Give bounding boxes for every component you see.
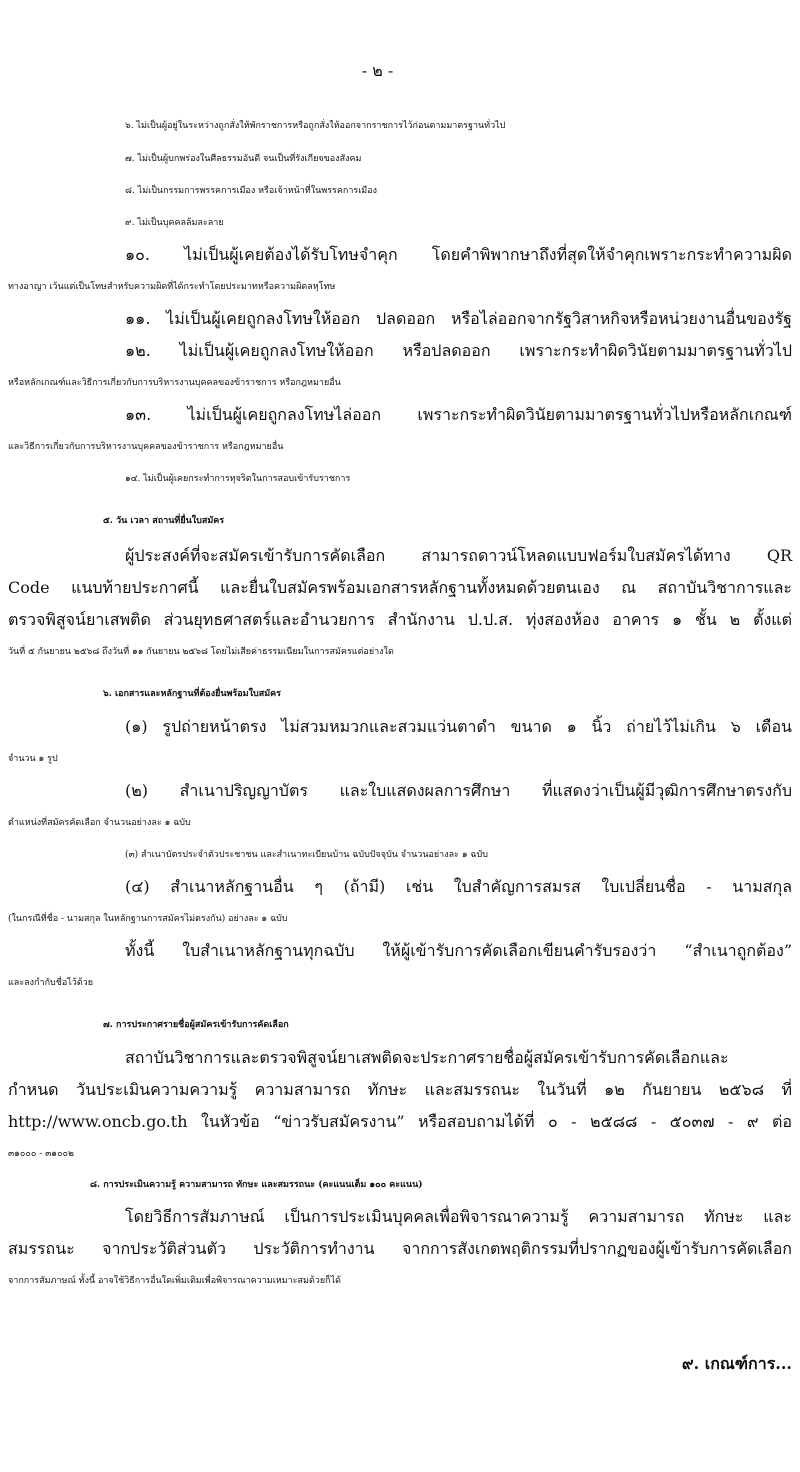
- section8-heading: ๘. การประเมินความรู้ ความสามารถ ทักษะ และสมรรถนะ (คะแนนเต็ม ๑๐๐ คะแนน): [90, 1180, 423, 1190]
- section6-note-line1: ทั้งนี้ ใบสำเนาหลักฐานทุกฉบับ ให้ผู้เข้ารับการคัดเลือกเขียนคำรับรองว่า “สำเนาถูกต้อง”: [125, 941, 792, 960]
- section5-line2: Code แนบท้ายประกาศนี้ และยื่นใบสมัครพร้อมเอกสารหลักฐานทั้งหมดด้วยตนเอง ณ สถาบันวิชาการและ: [8, 578, 792, 597]
- qualification-13-line2: และวิธีการเกี่ยวกับการบริหารงานบุคคลของข้าราชการ หรือกฎหมายอื่น: [8, 442, 284, 452]
- section5-line1: ผู้ประสงค์ที่จะสมัครเข้ารับการคัดเลือก สามารถดาวน์โหลดแบบฟอร์มใบสมัครได้ทาง QR: [125, 546, 792, 565]
- section6-item4-line2: (ในกรณีที่ชื่อ - นามสกุล ในหลักฐานการสมัครไม่ตรงกัน) อย่างละ ๑ ฉบับ: [8, 914, 288, 924]
- section8-line2: สมรรถนะ จากประวัติส่วนตัว ประวัติการทำงาน จากการสังเกตพฤติกรรมที่ปรากฏของผู้เข้ารับการคัดเลือก: [8, 1239, 792, 1258]
- section7-line3: http://www.oncb.go.th ในหัวข้อ “ข่าวรับสมัครงาน” หรือสอบถามได้ที่ ๐ - ๒๕๘๘ - ๕๐๓๗ - ๙ ต่อ: [8, 1112, 792, 1131]
- qualification-12-line2: หรือหลักเกณฑ์และวิธีการเกี่ยวกับการบริหารงานบุคคลของข้าราชการ หรือกฎหมายอื่น: [8, 378, 341, 388]
- section5-heading: ๕. วัน เวลา สถานที่ยื่นใบสมัคร: [103, 516, 225, 526]
- qualification-10-line1: ๑๐. ไม่เป็นผู้เคยต้องได้รับโทษจำคุก โดยคำพิพากษาถึงที่สุดให้จำคุกเพราะกระทำความผิด: [125, 245, 792, 264]
- qualification-10-line2: ทางอาญา เว้นแต่เป็นโทษสำหรับความผิดที่ได้กระทำโดยประมาทหรือความผิดลหุโทษ: [8, 282, 336, 292]
- section8-line3: จากการสัมภาษณ์ ทั้งนี้ อาจใช้วิธีการอื่นใดเพิ่มเติมเพื่อพิจารณาความเหมาะสมด้วยก็ได้: [8, 1276, 341, 1286]
- section7-line4: ๓๑๐๐๐ - ๓๑๐๐๒: [8, 1149, 74, 1159]
- qualification-9: ๙. ไม่เป็นบุคคลล้มละลาย: [125, 218, 224, 228]
- section6-item3: (๓) สำเนาบัตรประจำตัวประชาชน และสำเนาทะเบียนบ้าน ฉบับปัจจุบัน จำนวนอย่างละ ๑ ฉบับ: [125, 850, 488, 860]
- section5-line3: ตรวจพิสูจน์ยาเสพติด ส่วนยุทธศาสตร์และอำนวยการ สำนักงาน ป.ป.ส. ทุ่งสองห้อง อาคาร ๑ ชั้น ๒ ตั้งแต่: [8, 610, 792, 629]
- qualification-8: ๘. ไม่เป็นกรรมการพรรคการเมือง หรือเจ้าหน้าที่ในพรรคการเมือง: [125, 186, 378, 196]
- section7-heading: ๗. การประกาศรายชื่อผู้สมัครเข้ารับการคัดเลือก: [103, 1020, 289, 1030]
- section8-line1: โดยวิธีการสัมภาษณ์ เป็นการประเมินบุคคลเพื่อพิจารณาความรู้ ความสามารถ ทักษะ และ: [125, 1207, 792, 1226]
- section6-item2-line2: ตำแหน่งที่สมัครคัดเลือก จำนวนอย่างละ ๑ ฉบับ: [8, 818, 191, 828]
- section6-item4-line1: (๔) สำเนาหลักฐานอื่น ๆ (ถ้ามี) เช่น ใบสำคัญการสมรส ใบเปลี่ยนชื่อ - นามสกุล: [125, 877, 792, 896]
- section7-line1: สถาบันวิชาการและตรวจพิสูจน์ยาเสพติดจะประกาศรายชื่อผู้สมัครเข้ารับการคัดเลือกและ: [125, 1048, 729, 1067]
- section6-note-line2: และลงกำกับชื่อไว้ด้วย: [8, 978, 93, 988]
- qualification-6: ๖. ไม่เป็นผู้อยู่ในระหว่างถูกสั่งให้พักราชการหรือถูกสั่งให้ออกจากราชการไว้ก่อนตามมาตรฐานทั่วไป: [125, 121, 506, 131]
- section6-heading: ๖. เอกสารและหลักฐานที่ต้องยื่นพร้อมใบสมัคร: [103, 689, 282, 699]
- qualification-13-line1: ๑๓. ไม่เป็นผู้เคยถูกลงโทษไล่ออก เพราะกระทำผิดวินัยตามมาตรฐานทั่วไปหรือหลักเกณฑ์: [125, 405, 792, 424]
- page-number: - ๒ -: [361, 61, 394, 80]
- section5-line4: วันที่ ๕ กันยายน ๒๕๖๘ ถึงวันที่ ๑๑ กันยายน ๒๕๖๘ โดยไม่เสียค่าธรรมเนียมในการสมัครแต่อย่างใด: [8, 647, 394, 657]
- qualification-14: ๑๔. ไม่เป็นผู้เคยกระทำการทุจริตในการสอบเข้ารับราชการ: [125, 474, 351, 484]
- next-page-continuation: ๙. เกณฑ์การ...: [681, 1354, 792, 1373]
- qualification-12-line1: ๑๒. ไม่เป็นผู้เคยถูกลงโทษให้ออก หรือปลดออก เพราะกระทำผิดวินัยตามมาตรฐานทั่วไป: [125, 341, 792, 360]
- section6-item2-line1: (๒) สำเนาปริญญาบัตร และใบแสดงผลการศึกษา ที่แสดงว่าเป็นผู้มีวุฒิการศึกษาตรงกับ: [125, 781, 792, 800]
- section7-line2: กำหนด วันประเมินความความรู้ ความสามารถ ทักษะ และสมรรถนะ ในวันที่ ๑๒ กันยายน ๒๕๖๘ ที่: [8, 1080, 792, 1099]
- qualification-11: ๑๑. ไม่เป็นผู้เคยถูกลงโทษให้ออก ปลดออก หรือไล่ออกจากรัฐวิสาหกิจหรือหน่วยงานอื่นของรัฐ: [125, 309, 792, 328]
- section6-item1-line2: จำนวน ๑ รูป: [8, 754, 58, 764]
- section6-item1-line1: (๑) รูปถ่ายหน้าตรง ไม่สวมหมวกและสวมแว่นตาดำ ขนาด ๑ นิ้ว ถ่ายไว้ไม่เกิน ๖ เดือน: [125, 717, 792, 736]
- qualification-7: ๗. ไม่เป็นผู้บกพร่องในศีลธรรมอันดี จนเป็นที่รังเกียจของสังคม: [125, 154, 362, 164]
